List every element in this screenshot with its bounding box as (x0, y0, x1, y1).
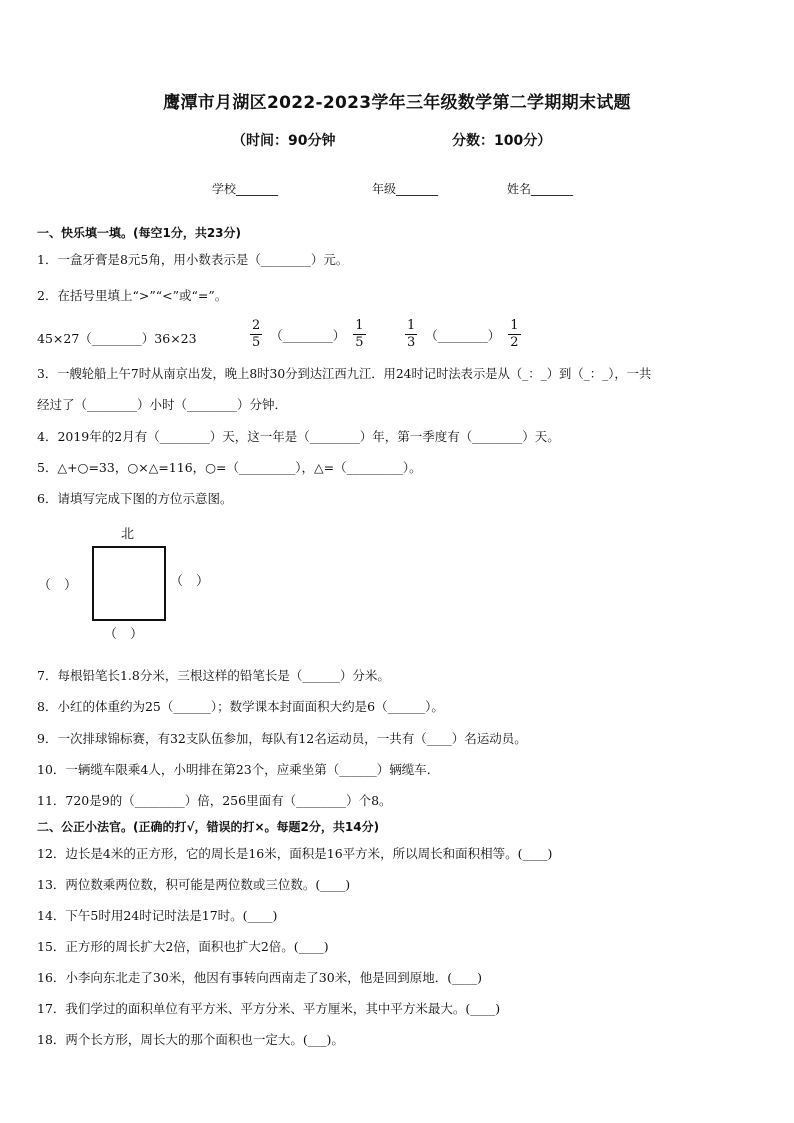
question-2: 2．在括号里填上“>”“<”或“=”。 (37, 288, 228, 303)
question-9: 9．一次排球锦标赛，有32支队伍参加，每队有12名运动员，一共有（____）名运动员。 (37, 731, 527, 746)
fraction-one-third: $\frac{1}{3}$ (407, 318, 416, 350)
question-4: 4．2019年的2月有（________）天，这一年是（________）年，第一季度有（________）天。 (37, 429, 560, 444)
question-18: 18．两个长方形，周长大的那个面积也一定大。(___)。 (37, 1032, 344, 1047)
school-field: 学校_______ (212, 182, 279, 196)
direction-left-blank: （ ） (38, 578, 78, 593)
section-1-heading: 一、快乐填一填。(每空1分，共23分) (37, 226, 242, 240)
direction-square (92, 546, 166, 621)
question-12: 12．边长是4米的正方形，它的周长是16米，面积是16平方米，所以周长和面积相等。(____) (37, 846, 553, 861)
question-14: 14．下午5时用24时记时法是17时。(____) (37, 908, 278, 923)
exam-score: 分数：100分） (452, 133, 552, 149)
question-8: 8．小红的体重约为25（______）；数学课本封面面积大约是6（______）。 (37, 699, 444, 714)
direction-right-blank: （ ） (170, 574, 210, 589)
direction-north-label: 北 (121, 527, 135, 542)
comparison-c-blank: （________） (425, 327, 501, 343)
question-7: 7．每根铅笔长1.8分米，三根这样的铅笔长是（______）分米。 (37, 668, 390, 683)
question-16: 16．小李向东北走了30米，他因有事转向西南走了30米，他是回到原地．(____) (37, 970, 482, 985)
grade-field: 年级_______ (372, 182, 439, 196)
comparison-a: 45×27（________）36×23 (37, 331, 197, 346)
section-2-heading: 二、公正小法官。(正确的打√，错误的打×。每题2分，共14分) (37, 820, 380, 834)
question-10: 10．一辆缆车限乘4人，小明排在第23个，应乘坐第（______）辆缆车． (37, 762, 440, 777)
question-13: 13．两位数乘两位数，积可能是两位数或三位数。(____) (37, 877, 351, 892)
direction-bottom-blank: （ ） (104, 627, 144, 642)
fraction-two-fifths: $\frac{2}{5}$ (252, 318, 261, 350)
fraction-one-fifth: $\frac{1}{5}$ (355, 318, 364, 350)
comparison-c (405, 318, 521, 351)
question-5: 5．△+○=33，○×△=116，○=（_________），△=（_________）。 (37, 460, 422, 475)
question-6: 6．请填写完成下图的方位示意图。 (37, 491, 233, 506)
fraction-one-half: $\frac{1}{2}$ (510, 318, 519, 350)
comparison-b (250, 318, 366, 351)
name-field: 姓名_______ (507, 182, 574, 196)
question-3-line-1: 3．一艘轮船上午7时从南京出发，晚上8时30分到达江西九江．用24时记时法表示是从（_：_）到（_：_），一共 (37, 367, 652, 381)
question-1: 1．一盒牙膏是8元5角，用小数表示是（________）元。 (37, 252, 349, 267)
question-15: 15．正方形的周长扩大2倍，面积也扩大2倍。(____) (37, 939, 329, 954)
question-11: 11．720是9的（________）倍，256里面有（________）个8。 (37, 793, 392, 808)
question-3-line-2: 经过了（________）小时（________）分钟． (37, 397, 288, 412)
exam-time: （时间：90分钟 (232, 133, 336, 149)
exam-title: 鹰潭市月湖区2022-2023学年三年级数学第二学期期末试题 (163, 93, 631, 113)
question-17: 17．我们学过的面积单位有平方米、平方分米、平方厘米，其中平方米最大。(____) (37, 1001, 501, 1016)
comparison-b-blank: （________） (270, 327, 346, 343)
